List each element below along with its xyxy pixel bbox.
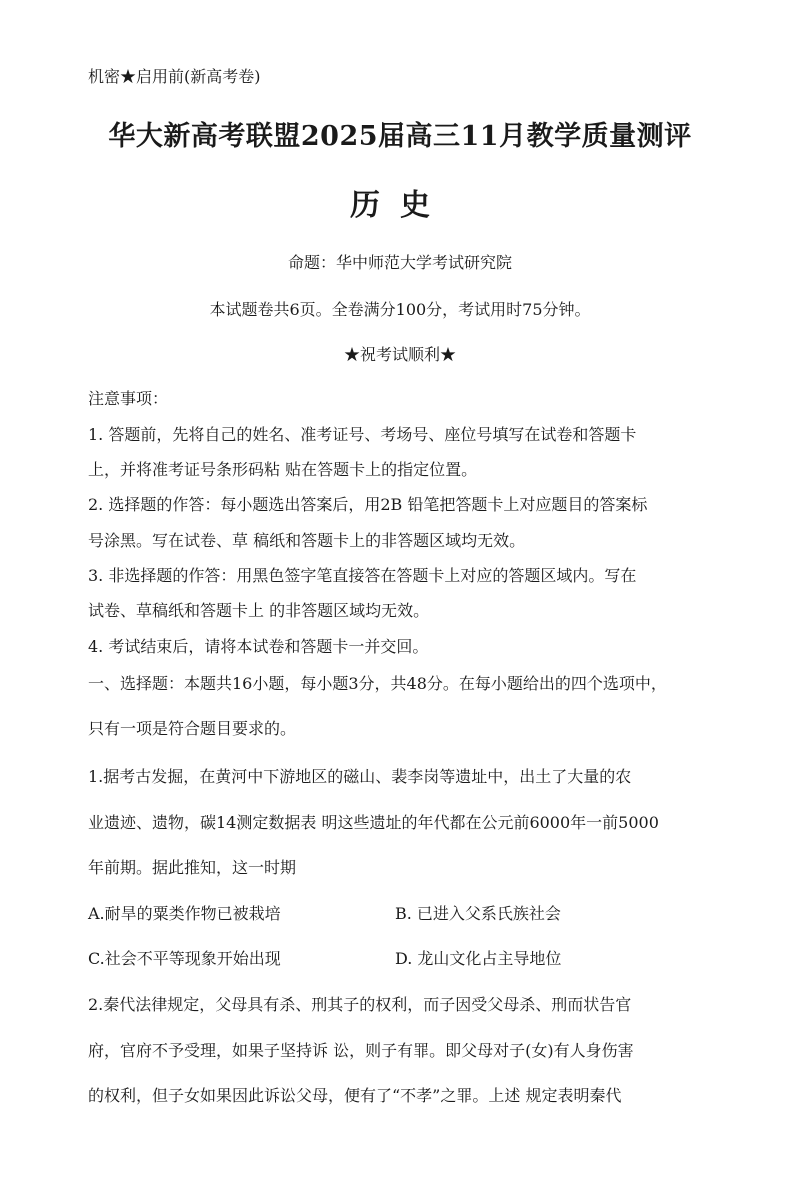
option-d[interactable]: D. 龙山文化占主导地位 (395, 949, 562, 968)
wish-line: ★祝考试顺利★ (343, 345, 456, 364)
notice-line: 试卷、草稿纸和答题卡上 的非答题区域均无效。 (88, 601, 430, 620)
exam-title: 华大新高考联盟2025届高三11月教学质量测评 (108, 121, 692, 152)
question-2-stem: 府，官府不予受理，如果子坚持诉 讼，则子有罪。即父母对子(女)有人身伤害 (88, 1041, 634, 1060)
question-2-stem: 2.秦代法律规定，父母具有杀、刑其子的权利，而子因受父母杀、刑而状告官 (88, 995, 632, 1014)
subject-title: 历史 (350, 188, 450, 223)
question-2-stem: 的权利，但子女如果因此诉讼父母，便有了“不孝”之罪。上述 规定表明秦代 (88, 1086, 622, 1105)
option-a[interactable]: A.耐旱的粟类作物已被栽培 (88, 904, 281, 923)
notice-line: 3. 非选择题的作答：用黑色签字笔直接答在答题卡上对应的答题区域内。写在 (88, 566, 637, 585)
secret-label: 机密★启用前(新高考卷) (88, 67, 261, 86)
section-heading: 一、选择题：本题共16小题，每小题3分，共48分。在每小题给出的四个选项中， (88, 674, 667, 693)
notice-heading: 注意事项： (88, 389, 169, 408)
notice-line: 2. 选择题的作答：每小题选出答案后，用2B 铅笔把答题卡上对应题目的答案标 (88, 495, 648, 514)
question-1-stem: 1.据考古发掘，在黄河中下游地区的磁山、裴李岗等遗址中，出土了大量的农 (88, 767, 632, 786)
question-1-stem: 业遗迹、遗物，碳14测定数据表 明这些遗址的年代都在公元前6000年一前5000 (88, 813, 659, 832)
notice-line: 4. 考试结束后，请将本试卷和答题卡一并交回。 (88, 637, 429, 656)
section-heading-cont: 只有一项是符合题目要求的。 (88, 719, 297, 738)
exam-info: 本试题卷共6页。全卷满分100分，考试用时75分钟。 (209, 300, 591, 319)
question-1-stem: 年前期。据此推知，这一时期 (88, 858, 297, 877)
option-c[interactable]: C.社会不平等现象开始出现 (88, 949, 281, 968)
notice-line: 号涂黑。写在试卷、草 稿纸和答题卡上的非答题区域均无效。 (88, 531, 526, 550)
author-line: 命题：华中师范大学考试研究院 (287, 253, 512, 272)
notice-line: 上，并将准考证号条形码粘 贴在答题卡上的指定位置。 (88, 460, 478, 479)
notice-line: 1. 答题前，先将自己的姓名、准考证号、考场号、座位号填写在试卷和答题卡 (88, 425, 637, 444)
option-b[interactable]: B. 已进入父系氏族社会 (395, 904, 561, 923)
